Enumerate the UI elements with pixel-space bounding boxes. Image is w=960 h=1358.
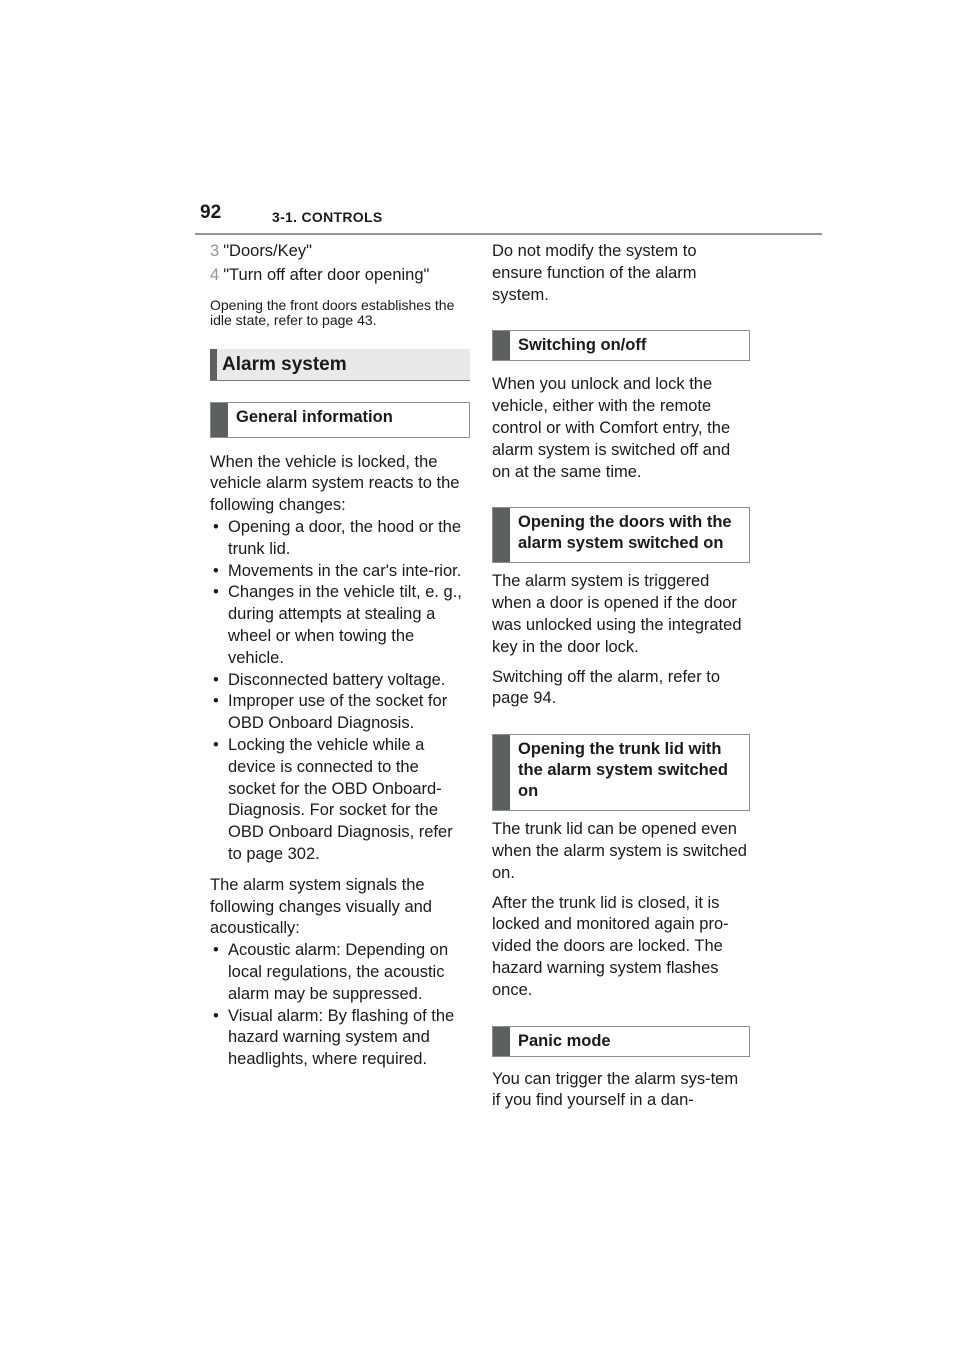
list-item: • Disconnected battery voltage.	[210, 670, 470, 692]
subhead-general-information: General information	[210, 402, 470, 438]
step-4	[210, 265, 470, 287]
trunk-paragraph-1: The trunk lid can be opened even when the alarm system is switched on.	[492, 820, 747, 882]
switching-paragraph: When you unlock and lock the vehicle, either with the remote control or with Comfort entry, the alarm system is switched off and on at the same time.	[492, 375, 731, 481]
step-number: 4	[210, 265, 220, 284]
alarm-signals-paragraph: The alarm system signals the following changes visually and acoustically:	[210, 875, 432, 938]
subhead-switching-on-off: Switching on/off	[492, 330, 750, 361]
list-item: • Movements in the car's inte-rior.	[210, 561, 470, 583]
alarm-changes-list	[210, 517, 470, 866]
right-column	[492, 240, 750, 1112]
subhead-panic-mode: Panic mode	[492, 1026, 750, 1057]
panic-paragraph: You can trigger the alarm sys-tem if you find yourself in a dan-	[492, 1069, 739, 1110]
idle-state-note: Opening the front doors establishes the idle state, refer to page 43.	[210, 296, 455, 329]
doors-paragraph-1: The alarm system is triggered when a door is opened if the door was unlocked using the integrated key in the door lock.	[492, 572, 742, 656]
list-item: • Improper use of the socket for OBD Onboard Diagnosis.	[210, 691, 470, 735]
step-text: "Doors/Key"	[223, 242, 312, 260]
list-item: • Locking the vehicle while a device is connected to the socket for the OBD Onboard-Diagnosis. For socket for the OBD Onboard Diagnosis, refer to page 302.	[210, 735, 470, 866]
section-header: 3-1. CONTROLS	[272, 209, 383, 225]
do-not-modify-paragraph: Do not modify the system to ensure function of the alarm system.	[492, 242, 697, 304]
doors-paragraph-2: Switching off the alarm, refer to page 94.	[492, 667, 721, 708]
page-number: 92	[200, 202, 222, 223]
list-item: • Changes in the vehicle tilt, e. g., during attempts at stealing a wheel or when towing the vehicle.	[210, 582, 470, 669]
header-rule	[195, 233, 822, 235]
left-column	[210, 240, 470, 1071]
section-title-alarm-system: Alarm system	[210, 349, 470, 381]
list-item: • Acoustic alarm: Depending on local regulations, the acoustic alarm may be suppressed.	[210, 940, 470, 1005]
list-item: • Opening a door, the hood or the trunk lid.	[210, 517, 470, 561]
step-3	[210, 241, 470, 263]
step-text: "Turn off after door opening"	[223, 265, 430, 284]
list-item: • Visual alarm: By flashing of the hazard warning system and headlights, where required.	[210, 1006, 470, 1071]
subhead-opening-trunk: Opening the trunk lid with the alarm system switched on	[492, 734, 750, 811]
step-number: 3	[210, 242, 220, 260]
alarm-intro-paragraph: When the vehicle is locked, the vehicle alarm system reacts to the following changes:	[210, 452, 460, 515]
subhead-opening-doors: Opening the doors with the alarm system switched on	[492, 507, 750, 563]
trunk-paragraph-2: After the trunk lid is closed, it is locked and monitored again pro-vided the doors are locked. The hazard warning system flashes once.	[492, 893, 729, 999]
alarm-signals-list	[210, 940, 470, 1071]
